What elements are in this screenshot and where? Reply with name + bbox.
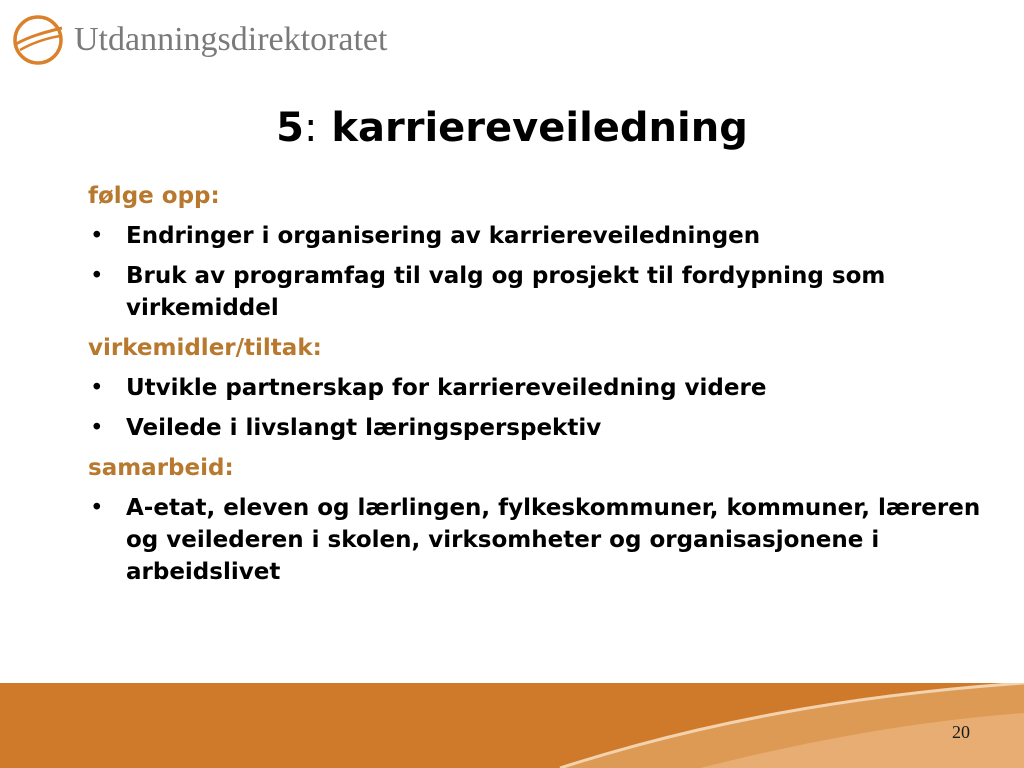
bullet-dot: •	[90, 263, 104, 289]
title-text: karriereveiledning	[331, 105, 748, 151]
bullet-list	[88, 220, 988, 324]
section-measures	[88, 332, 988, 444]
slide-title	[0, 100, 1024, 156]
brand-logo	[12, 10, 392, 70]
bullet-text: Endringer i organisering av karriereveiledningen	[126, 223, 761, 249]
bullet-list	[88, 372, 988, 444]
bullet-list	[88, 492, 988, 588]
bullet-item	[88, 372, 988, 404]
title-separator: :	[303, 105, 318, 151]
bullet-dot: •	[90, 415, 104, 441]
footer-band	[0, 683, 1024, 768]
bullet-item	[88, 220, 988, 252]
bullet-item	[88, 412, 988, 444]
section-heading: virkemidler/tiltak:	[88, 335, 322, 361]
slide-body	[88, 180, 988, 596]
section-follow-up	[88, 180, 988, 324]
bullet-dot: •	[90, 375, 104, 401]
section-cooperation	[88, 452, 988, 588]
brand-name: Utdanningsdirektoratet	[74, 21, 388, 58]
swoosh-circle-logo-icon	[12, 14, 64, 66]
bullet-item	[88, 260, 988, 324]
bullet-dot: •	[90, 495, 104, 521]
bullet-item	[88, 492, 988, 588]
section-heading: samarbeid:	[88, 455, 234, 481]
page-number: 20	[952, 722, 970, 742]
bullet-text: Utvikle partnerskap for karriereveiledning videre	[126, 375, 767, 401]
bullet-dot: •	[90, 223, 104, 249]
bullet-text: Veilede i livslangt læringsperspektiv	[126, 415, 602, 441]
section-heading: følge opp:	[88, 183, 220, 209]
bullet-text: A-etat, eleven og lærlingen, fylkeskommuner, kommuner, læreren og veilederen i skolen, virksomheter og organisasjonene i arbeidslivet	[126, 495, 981, 585]
bullet-text: Bruk av programfag til valg og prosjekt til fordypning som virkemiddel	[126, 263, 886, 321]
title-number: 5	[276, 105, 304, 151]
